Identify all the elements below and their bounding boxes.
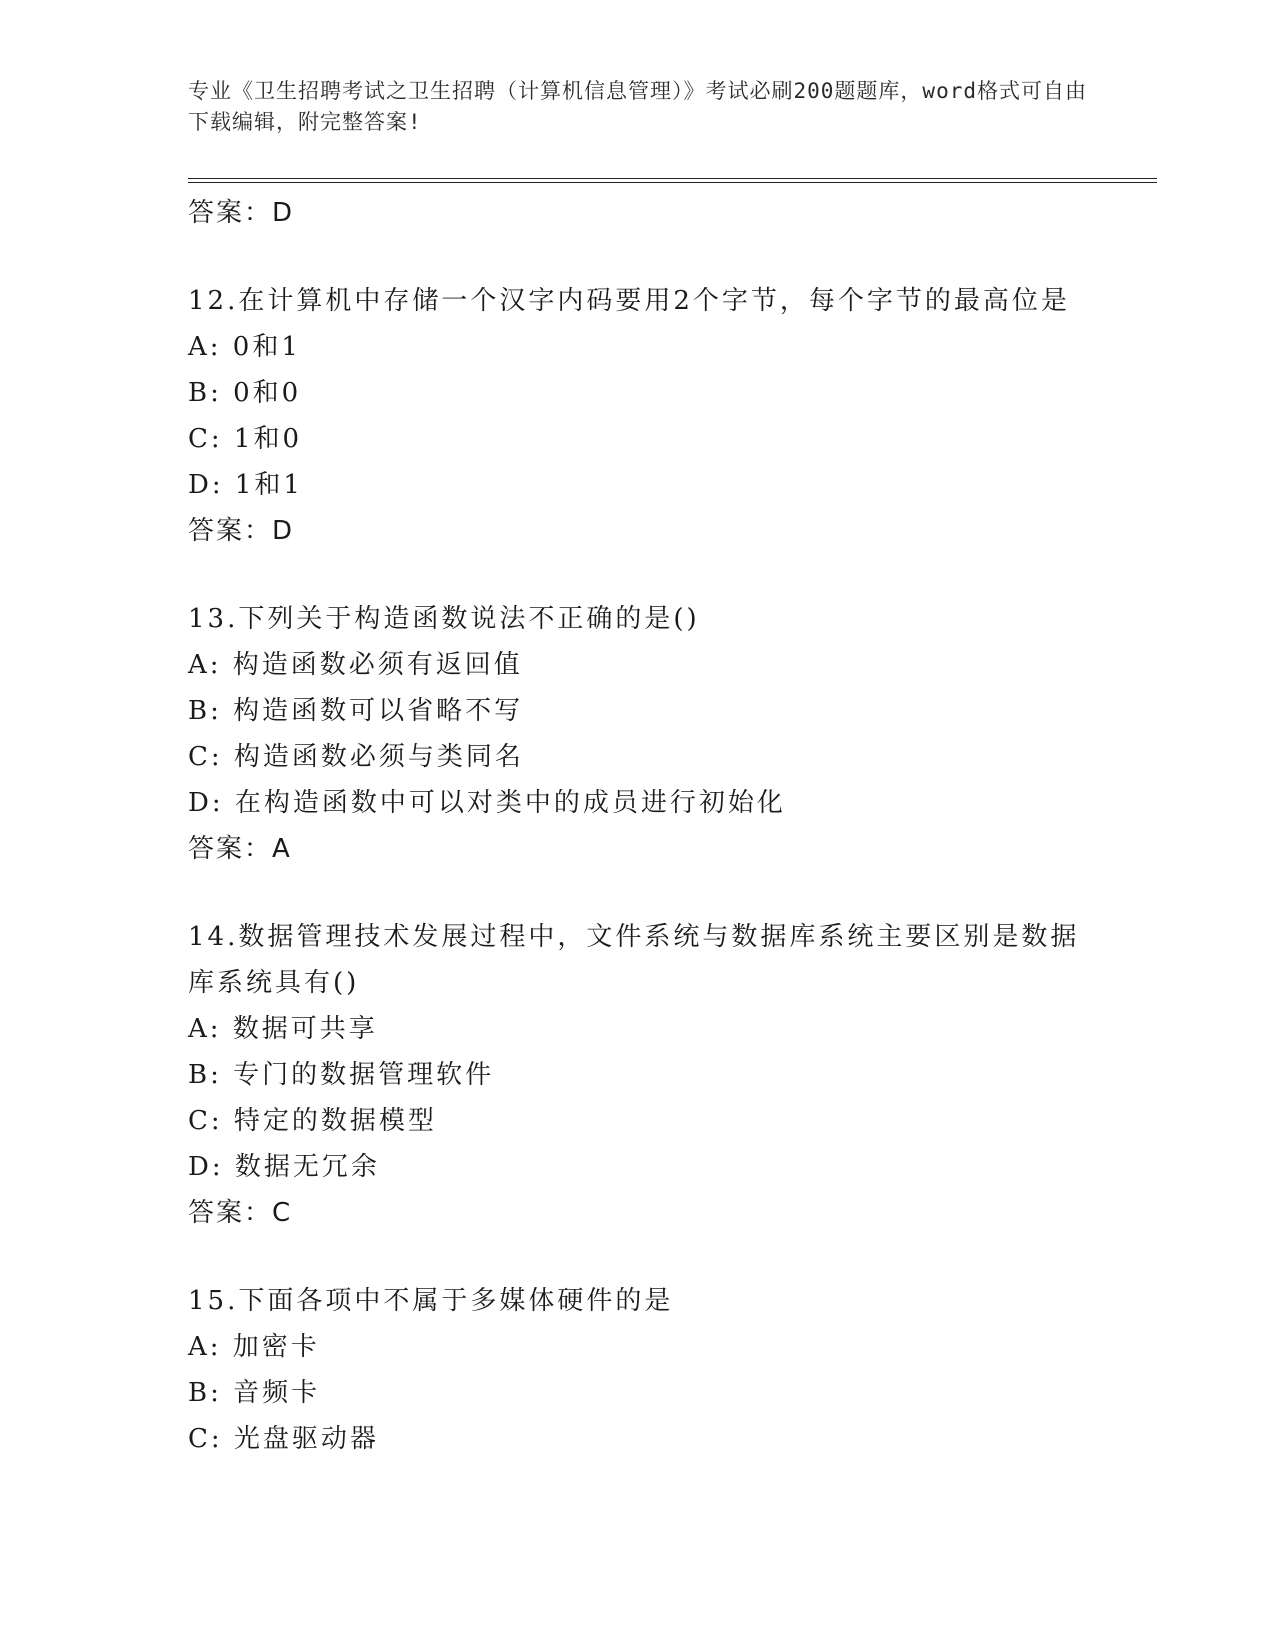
document-header: 专业《卫生招聘考试之卫生招聘（计算机信息管理）》考试必刷200题题库，word格式可自由下载编辑，附完整答案! bbox=[188, 79, 1087, 134]
option-a: A: 加密卡 bbox=[188, 1332, 320, 1362]
option-c: C: 构造函数必须与类同名 bbox=[188, 742, 524, 772]
option-b: B: 专门的数据管理软件 bbox=[188, 1060, 495, 1090]
option-a: A: 构造函数必须有返回值 bbox=[188, 650, 523, 680]
header-divider bbox=[188, 178, 1157, 183]
option-b: B: 音频卡 bbox=[188, 1378, 321, 1408]
answer-line: 答案：C bbox=[188, 1198, 293, 1228]
answer-line: 答案：A bbox=[188, 834, 292, 864]
option-d: D: 1和1 bbox=[188, 470, 303, 500]
option-c: C: 1和0 bbox=[188, 424, 303, 454]
question-list bbox=[188, 190, 1088, 1462]
option-d: D: 在构造函数中可以对类中的成员进行初始化 bbox=[188, 788, 786, 818]
question-12 bbox=[188, 278, 1088, 554]
question-stem: 12.在计算机中存储一个汉字内码要用2个字节，每个字节的最高位是 bbox=[188, 286, 1070, 316]
question-stem: 14.数据管理技术发展过程中，文件系统与数据库系统主要区别是数据库系统具有() bbox=[188, 922, 1080, 998]
option-a: A: 数据可共享 bbox=[188, 1014, 378, 1044]
answer-line: 答案：D bbox=[188, 516, 295, 546]
option-c: C: 光盘驱动器 bbox=[188, 1424, 379, 1454]
question-stem: 15.下面各项中不属于多媒体硬件的是 bbox=[188, 1286, 674, 1316]
option-b: B: 0和0 bbox=[188, 378, 302, 408]
question-14 bbox=[188, 914, 1088, 1236]
question-stem: 13.下列关于构造函数说法不正确的是() bbox=[188, 604, 700, 634]
option-d: D: 数据无冗余 bbox=[188, 1152, 380, 1182]
question-15 bbox=[188, 1278, 1088, 1462]
answer-line: 答案：D bbox=[188, 198, 295, 228]
option-a: A: 0和1 bbox=[188, 332, 301, 362]
option-b: B: 构造函数可以省略不写 bbox=[188, 696, 524, 726]
option-c: C: 特定的数据模型 bbox=[188, 1106, 437, 1136]
question-13 bbox=[188, 596, 1088, 872]
